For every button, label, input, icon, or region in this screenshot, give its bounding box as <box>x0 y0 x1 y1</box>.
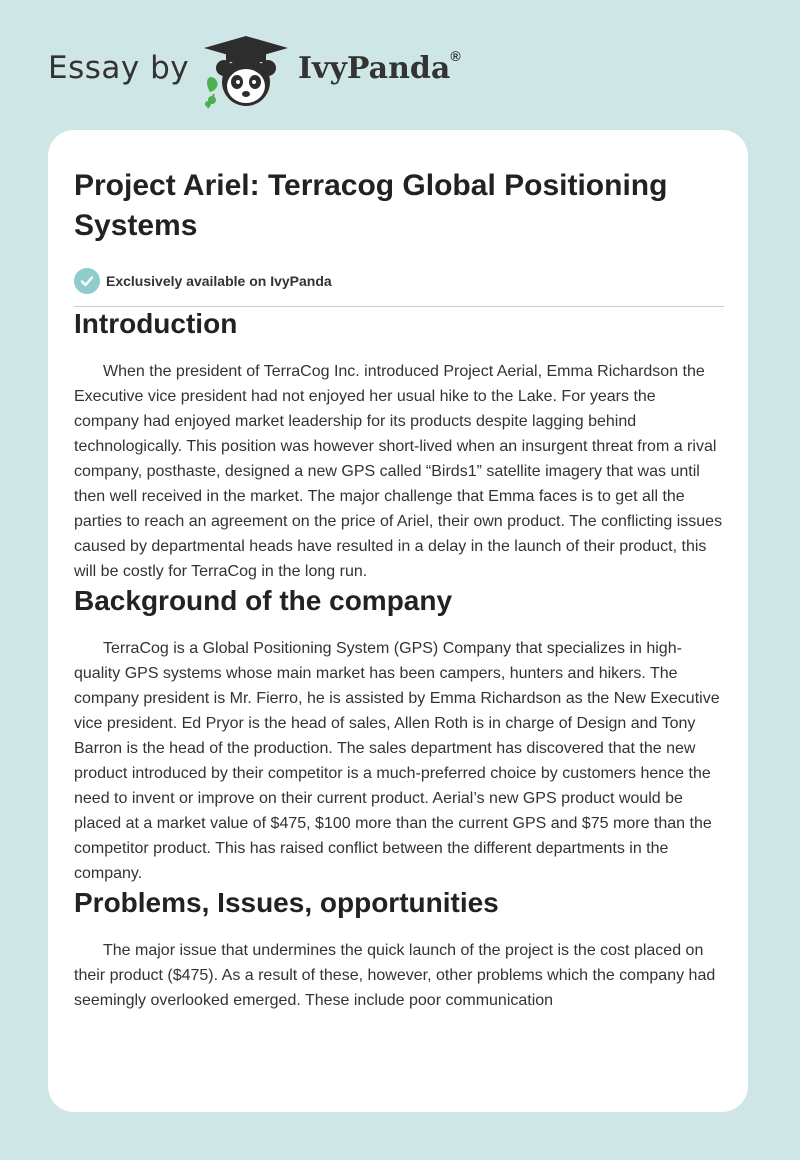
section-heading-problems: Problems, Issues, opportunities <box>74 887 499 918</box>
page-title: Project Ariel: Terracog Global Positioning Systems <box>74 169 668 242</box>
brand-name: IvyPanda® <box>298 48 461 86</box>
exclusive-badge <box>74 268 724 294</box>
article-card <box>48 130 748 1112</box>
section-heading-introduction: Introduction <box>74 308 238 339</box>
article-content <box>74 166 724 1013</box>
exclusive-text: Exclusively available on IvyPanda <box>106 273 332 289</box>
panda-graduate-icon <box>200 34 292 110</box>
section-heading-background: Background of the company <box>74 585 453 616</box>
section-paragraph-problems: The major issue that undermines the quick launch of the project is the cost placed on their product ($475). As a result of these, however, other problems which the company had seemingly overlooked emerged. These include poor communication <box>74 942 716 1009</box>
site-header <box>0 0 800 130</box>
registered-mark: ® <box>450 48 461 64</box>
section-paragraph-background: TerraCog is a Global Positioning System (GPS) Company that specializes in high-quality GPS systems whose main market has been campers, hunters and hikers. The company president is Mr. Fierro, he is assisted by Emma Richardson as the New Executive vice president. Ed Pryor is the head of sales, Allen Roth is in charge of Design and Tony Barron is the head of the production. The sales department has discovered that the new product introduced by their competitor is a much-preferred choice by customers hence the need to invent or improve on their current product. Aerial’s new GPS product would be placed at a market value of $475, $100 more than the current GPS and $75 more than the competitor product. This has raised conflict between the different departments in the company. <box>74 640 720 882</box>
check-circle-icon <box>74 268 100 294</box>
brand-prefix: Essay by <box>48 50 190 86</box>
section-paragraph-introduction: When the president of TerraCog Inc. introduced Project Aerial, Emma Richardson the Executive vice president had not enjoyed her usual hike to the Lake. For years the company had enjoyed market leadership for its products despite lagging behind technologically. This position was however short-lived when an insurgent threat from a rival company, posthaste, designed a new GPS called “Birds1” satellite imagery that was until then well received in the market. The major challenge that Emma faces is to get all the parties to reach an agreement on the price of Ariel, their own product. The conflicting issues caused by departmental heads have resulted in a delay in the launch of their product, this will be costly for TerraCog in the long run. <box>74 363 723 580</box>
